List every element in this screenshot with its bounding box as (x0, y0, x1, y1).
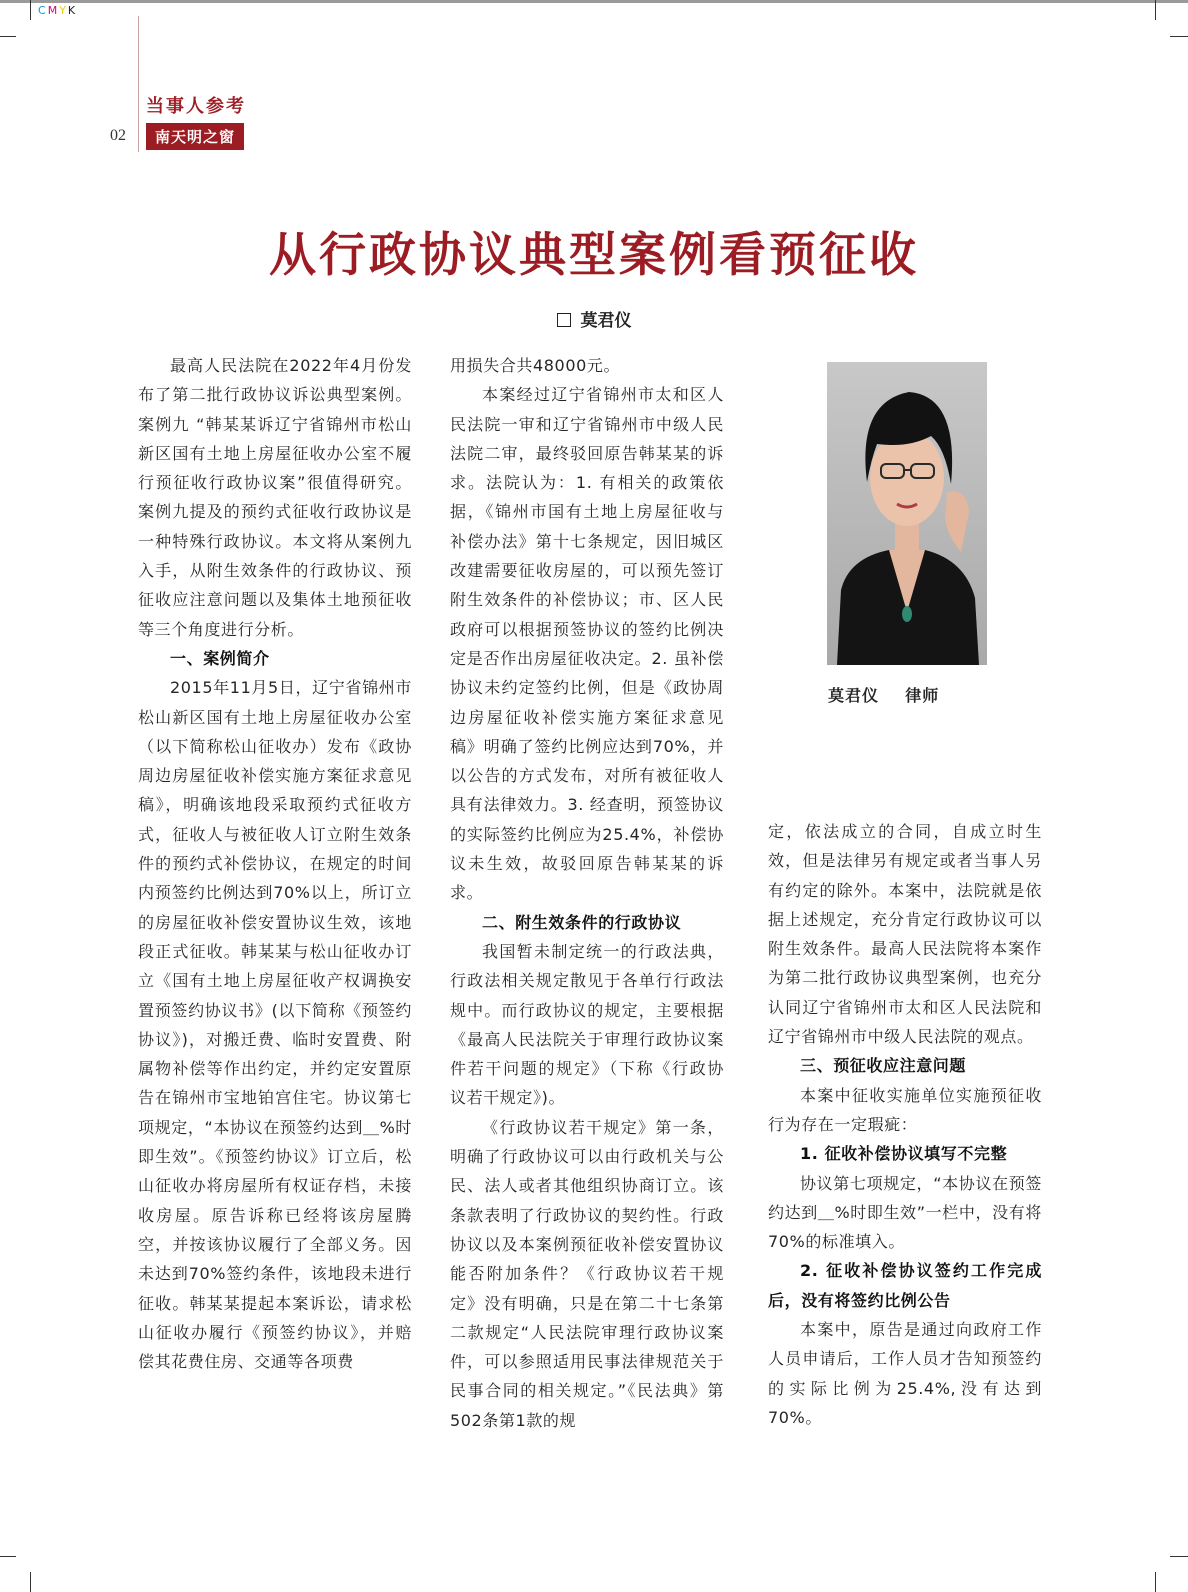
text-column-1 (138, 351, 412, 1376)
section-title: 当事人参考 (146, 96, 246, 117)
cmyk-m: M (47, 4, 60, 17)
cmyk-k: K (67, 4, 78, 17)
cmyk-print-mark (38, 4, 77, 17)
paragraph: 定，依法成立的合同，自成立时生效，但是法律另有规定或者当事人另有约定的除外。本案中，法院就是依据上述规定，充分肯定行政协议可以附生效条件。最高人民法院将本案作为第二批行政协议典型案例，也充分认同辽宁省锦州市太和区人民法院和辽宁省锦州市中级人民法院的观点。 (768, 822, 1042, 1047)
crop-mark (30, 1572, 31, 1592)
paragraph: 我国暂未制定统一的行政法典，行政法相关规定散见于各单行行政法规中。而行政协议的规定，主要根据《最高人民法院关于审理行政协议案件若干问题的规定》（下称《行政协议若干规定》)。 (450, 941, 724, 1108)
paragraph: 本案中征收实施单位实施预征收行为存在一定瑕疵： (768, 1085, 1042, 1134)
portrait-photo (827, 362, 987, 665)
text-column-2 (450, 351, 724, 1435)
section-heading: 一、案例简介 (170, 648, 270, 668)
cmyk-c: C (38, 4, 48, 17)
paragraph: 本案中，原告是通过向政府工作人员申请后，工作人员才告知预签约的实际比例为25.4%,没有达到70%。 (768, 1320, 1042, 1427)
sub-heading: 2. 征收补偿协议签约工作完成后，没有将签约比例公告 (768, 1261, 1042, 1310)
article-title: 从行政协议典型案例看预征收 (269, 228, 919, 283)
crop-mark (0, 36, 16, 37)
crop-mark (1155, 0, 1156, 20)
byline (0, 306, 1188, 331)
paragraph: 最高人民法院在2022年4月份发布了第二批行政协议诉讼典型案例。案例九 “韩某某诉辽宁省锦州市松山新区国有土地上房屋征收办公室不履行预征收行政协议案”很值得研究。案例九提及的预约式征收行政协议是一种特殊行政协议。本文将从案例九入手，从附生效条件的行政协议、预征收应注意问题以及集体土地预征收等三个角度进行分析。 (138, 356, 412, 639)
page-top-border (0, 0, 1188, 3)
portrait-illustration (827, 362, 987, 665)
crop-mark (1170, 36, 1188, 37)
paragraph: 本案经过辽宁省锦州市太和区人民法院一审和辽宁省锦州市中级人民法院二审，最终驳回原告韩某某的诉求。法院认为：1. 有相关的政策依据，《锦州市国有土地上房屋征收与补偿办法》第十七条规定，因旧城区改建需要征收房屋的，可以预先签订附生效条件的补偿协议；市、区人民政府可以根据预签协议的签约比例决定是否作出房屋征收决定。2. 虽补偿协议未约定签约比例，但是《政协周边房屋征收补偿实施方案征求意见稿》明确了签约比例应达到70%，并以公告的方式发布，对所有被征收人具有法律效力。3. 经查明，预签协议的实际签约比例应为25.4%，补偿协议未生效，故驳回原告韩某某的诉求。 (450, 385, 724, 903)
photo-caption: 莫君仪 律师 (828, 686, 940, 705)
author-name: 莫君仪 (580, 311, 632, 331)
paragraph: 协议第七项规定，“本协议在预签约达到＿%时即生效”一栏中，没有将70%的标准填入。 (768, 1173, 1042, 1252)
paragraph: 2015年11月5日，辽宁省锦州市松山新区国有土地上房屋征收办公室（以下简称松山征收办）发布《政协周边房屋征收补偿实施方案征求意见稿》，明确该地段采取预约式征收方式，征收人与被征收人订立附生效条件的预约式补偿协议，在规定的时间内预签约比例达到70%以上，所订立的房屋征收补偿安置协议生效，该地段正式征收。韩某某与松山征收办订立《国有土地上房屋征收产权调换安置预签约协议书》(以下简称《预签约协议》)，对搬迁费、临时安置费、附属物补偿等作出约定，并约定安置原告在锦州市宝地铂宫住宅。协议第七项规定，“本协议在预签约达到＿%时即生效”。《预签约协议》订立后，松山征收办将房屋所有权证存档，未接收房屋。原告诉称已经将该房屋腾空，并按该协议履行了全部义务。因未达到70%签约条件，该地段未进行征收。韩某某提起本案诉讼，请求松山征收办履行《预签约协议》，并赔偿其花费住房、交通等各项费 (138, 678, 412, 1372)
text-column-3 (768, 817, 1042, 1432)
square-icon (557, 313, 571, 327)
column-tag: 南天明之窗 (146, 123, 244, 150)
crop-mark (30, 0, 31, 20)
crop-mark (1155, 1572, 1156, 1592)
paragraph: 《行政协议若干规定》第一条，明确了行政协议可以由行政机关与公民、法人或者其他组织协商订立。该条款表明了行政协议的契约性。行政协议以及本案例预征收补偿安置协议能否附加条件？《行政协议若干规定》没有明确，只是在第二十七条第二款规定“人民法院审理行政协议案件，可以参照适用民事法律规范关于民事合同的相关规定。”《民法典》第502条第1款的规 (450, 1117, 724, 1430)
cmyk-y: Y (59, 4, 68, 17)
section-heading: 二、附生效条件的行政协议 (482, 912, 682, 932)
crop-mark (1170, 1556, 1188, 1557)
crop-mark (0, 1556, 16, 1557)
header-divider (138, 16, 139, 152)
paragraph: 用损失合共48000元。 (450, 356, 621, 375)
section-heading: 三、预征收应注意问题 (800, 1056, 967, 1076)
page-number: 02 (110, 127, 126, 144)
sub-heading: 1. 征收补偿协议填写不完整 (800, 1144, 1008, 1164)
